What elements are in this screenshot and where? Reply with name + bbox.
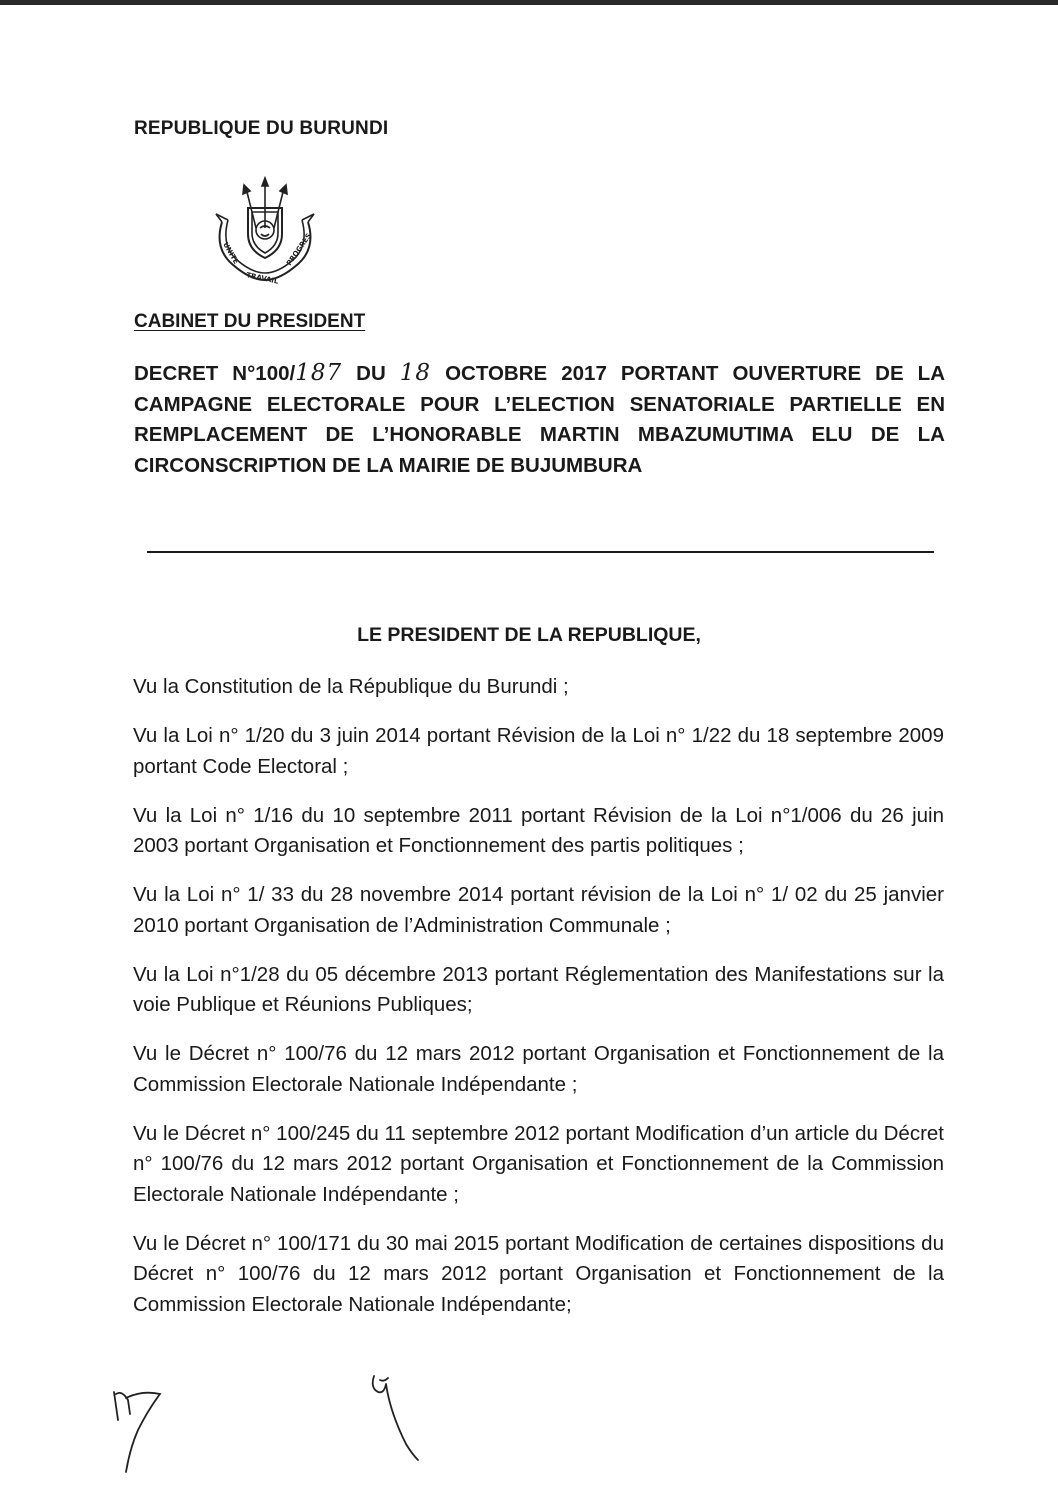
coat-of-arms-icon bbox=[206, 176, 324, 288]
title-divider bbox=[147, 551, 934, 553]
decree-day-handwritten: 18 bbox=[399, 360, 432, 386]
consideration-item: Vu le Décret n° 100/245 du 11 septembre 2012 portant Modification d’un article du Décret n° 100/76 du 12 mars 2012 portant Organisation et Fonctionnement de la Commission Electorale Nationale Indépendante ; bbox=[133, 1121, 944, 1206]
svg-text:PROGRES: PROGRES bbox=[285, 231, 314, 268]
consideration-item: Vu la Loi n°1/28 du 05 décembre 2013 portant Réglementation des Manifestations sur la voie Publique et Réunions Publiques; bbox=[133, 962, 944, 1016]
decree-prefix: DECRET N°100/ bbox=[134, 362, 296, 385]
preamble-heading: LE PRESIDENT DE LA REPUBLIQUE, bbox=[357, 624, 701, 646]
consideration-item: Vu la Loi n° 1/20 du 3 juin 2014 portant Révision de la Loi n° 1/22 du 18 septembre 2009 portant Code Electoral ; bbox=[133, 724, 944, 778]
consideration-item: Vu la Loi n° 1/ 33 du 28 novembre 2014 portant révision de la Loi n° 1/ 02 du 25 janvier 2010 portant Organisation de l’Administration Communale ; bbox=[133, 883, 944, 937]
decree-title-rest: OCTOBRE 2017 PORTANT OUVERTURE DE LA CAMPAGNE ELECTORALE POUR L’ELECTION SENATORIALE PARTIELLE EN REMPLACEMENT DE L’HONORABLE MARTIN MBAZUMUTIMA ELU DE LA CIRCONSCRIPTION DE LA MAIRIE DE BUJUMBURA bbox=[134, 362, 945, 477]
consideration-item: Vu le Décret n° 100/171 du 30 mai 2015 portant Modification de certaines dispositions du Décret n° 100/76 du 12 mars 2012 portant Organisation et Fonctionnement de la Commission Electorale Nationale Indépendante; bbox=[133, 1231, 944, 1316]
svg-text:UNITE: UNITE bbox=[221, 241, 241, 266]
decree-du: DU bbox=[342, 362, 400, 385]
decree-number-handwritten: 187 bbox=[295, 360, 343, 386]
scan-top-edge bbox=[0, 0, 1058, 5]
cabinet-heading: CABINET DU PRESIDENT bbox=[134, 311, 366, 332]
handwritten-initial-icon bbox=[366, 1372, 436, 1462]
consideration-item: Vu la Constitution de la République du Burundi ; bbox=[133, 675, 569, 698]
svg-text:TRAVAIL: TRAVAIL bbox=[245, 271, 280, 286]
consideration-item: Vu le Décret n° 100/76 du 12 mars 2012 portant Organisation et Fonctionnement de la Commission Electorale Nationale Indépendante ; bbox=[133, 1042, 944, 1096]
decree-title bbox=[134, 358, 945, 481]
consideration-item: Vu la Loi n° 1/16 du 10 septembre 2011 portant Révision de la Loi n°1/006 du 26 juin 2003 portant Organisation et Fonctionnement des partis politiques ; bbox=[133, 803, 944, 857]
handwritten-initial-icon bbox=[108, 1386, 178, 1476]
republic-heading: REPUBLIQUE DU BURUNDI bbox=[134, 118, 389, 139]
considerations-list bbox=[133, 672, 944, 1339]
